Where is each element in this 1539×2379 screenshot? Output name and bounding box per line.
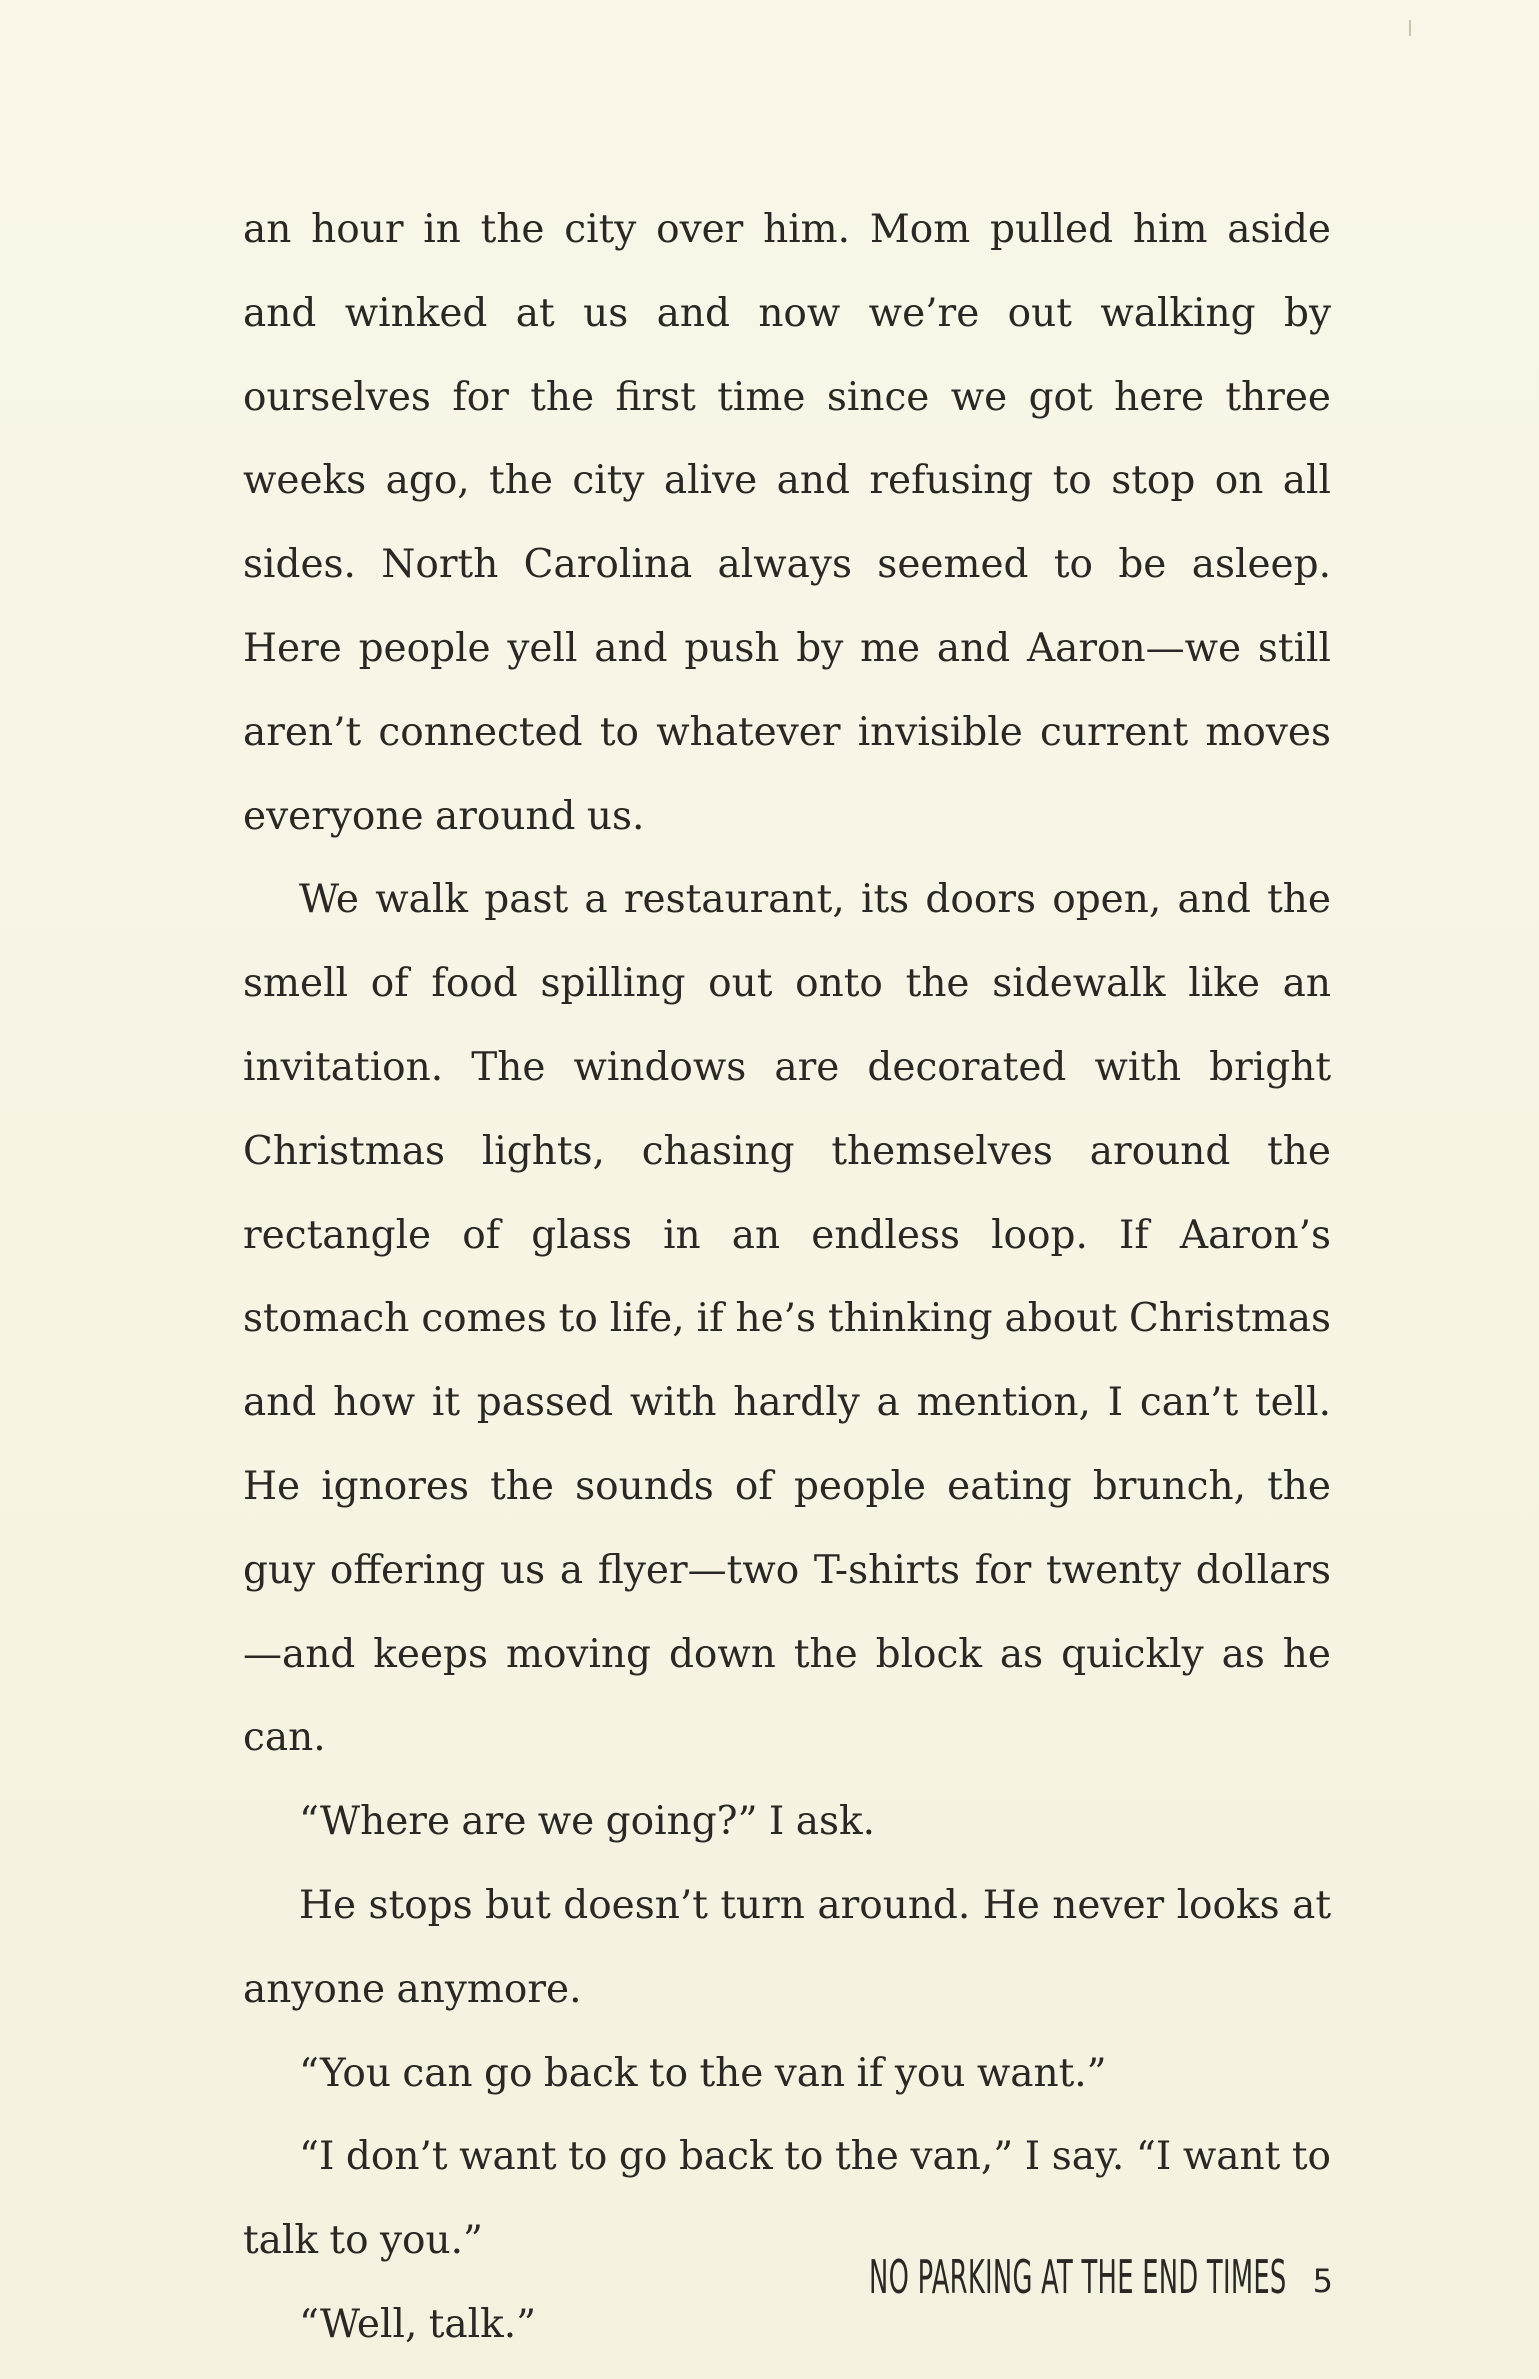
page-footer [541,2230,1333,2304]
paragraph-4: He stops but doesn’t turn around. He never looks at anyone anymore. [243,1882,1331,2012]
paragraph-6: “I don’t want to go back to the van,” I say. “I want to talk to you.” [243,2134,1331,2264]
paragraph-3: “Where are we going?” I ask. [299,1799,876,1845]
paragraph-1: an hour in the city over him. Mom pulled him aside and winked at us and now we’re out walking by ourselves for the first time since we got here three weeks ago, the city alive and refusing to stop on all sides. North Carolina always seemed to be asleep. Here people yell and push by me and Aaron—we still aren’t connected to whatever invisible current moves everyone around us. [243,207,1331,839]
margin-mark [1409,20,1411,36]
running-title: NO PARKING AT THE END TIMES [869,2250,1287,2304]
paragraph-5: “You can go back to the van if you want.” [299,2050,1107,2096]
paragraph-7: “Well, talk.” [299,2301,537,2347]
body-text [243,188,1331,2367]
paragraph-2: We walk past a restaurant, its doors open, and the smell of food spilling out onto the sidewalk like an invitation. The windows are decorated with bright Christmas lights, chasing themselves around the rectangle of glass in an endless loop. If Aaron’s stomach comes to life, if he’s thinking about Christmas and how it passed with hardly a mention, I can’t tell. He ignores the sounds of people eating brunch, the guy offering us a flyer—two T-shirts for twenty dollars—and keeps moving down the block as quickly as he can. [243,877,1331,1761]
page-number: 5 [1312,2262,1333,2300]
